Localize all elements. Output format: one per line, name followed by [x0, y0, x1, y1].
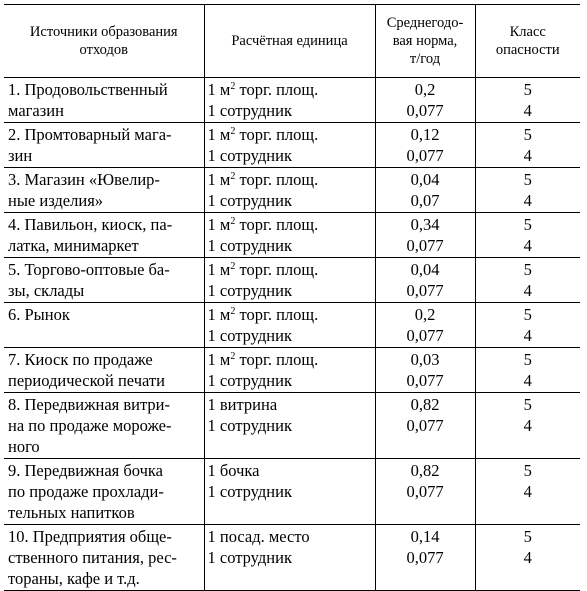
norm-cell — [375, 348, 475, 393]
unit-text: 1 м — [207, 125, 231, 144]
source-cell — [4, 258, 204, 303]
unit-exponent: 2 — [230, 81, 236, 92]
unit-exponent: 2 — [230, 216, 236, 227]
hazard-cell — [475, 459, 580, 525]
source-cell — [4, 213, 204, 258]
unit-line — [208, 481, 375, 502]
hazard-class-value: 4 — [523, 548, 532, 567]
source-line: 3. Магазин «Ювелир- — [8, 170, 160, 189]
source-line: 5. Торгово-оптовые ба- — [8, 260, 170, 279]
unit-exponent: 2 — [230, 126, 236, 137]
source-line: магазин — [8, 101, 64, 120]
norm-value: 0,07 — [410, 191, 440, 210]
norm-value: 0,82 — [410, 395, 440, 414]
norm-value: 0,12 — [410, 125, 440, 144]
waste-norms-table — [4, 4, 580, 591]
unit-text: 1 м — [207, 260, 231, 279]
norm-value: 0,077 — [406, 482, 444, 501]
source-line: 10. Предприятия обще- — [8, 527, 172, 546]
source-line: ного — [8, 437, 40, 456]
table-row — [4, 168, 580, 213]
table-row — [4, 123, 580, 168]
unit-cell — [204, 303, 375, 348]
hazard-class-value: 5 — [523, 170, 532, 189]
hazard-class-value: 4 — [523, 236, 532, 255]
unit-line — [208, 235, 375, 256]
source-cell — [4, 123, 204, 168]
unit-line — [208, 325, 375, 346]
unit-cell — [204, 168, 375, 213]
source-line: периодической печати — [8, 371, 165, 390]
unit-line — [208, 349, 375, 370]
table-row — [4, 348, 580, 393]
unit-exponent: 2 — [230, 306, 236, 317]
norm-value: 0,14 — [410, 527, 440, 546]
unit-line — [208, 460, 375, 481]
unit-text: 1 посад. место — [207, 527, 310, 546]
header-hazard-line: Класс — [509, 23, 546, 40]
hazard-class-value: 5 — [523, 125, 532, 144]
norm-value: 0,077 — [406, 326, 444, 345]
hazard-cell — [475, 348, 580, 393]
source-line: зы, склады — [8, 281, 85, 300]
unit-text-suffix: торг. площ. — [235, 305, 319, 324]
hazard-class-value: 4 — [523, 482, 532, 501]
unit-text: 1 сотрудник — [207, 191, 292, 210]
norm-cell — [375, 78, 475, 123]
header-unit — [204, 5, 375, 78]
norm-value: 0,04 — [410, 170, 440, 189]
source-line: тельных напитков — [8, 503, 135, 522]
norm-value: 0,077 — [406, 416, 444, 435]
hazard-class-value: 4 — [523, 371, 532, 390]
table-row — [4, 213, 580, 258]
unit-cell — [204, 459, 375, 525]
source-cell — [4, 393, 204, 459]
header-source-line: Источники образования — [29, 23, 178, 40]
hazard-class-value: 4 — [523, 191, 532, 210]
unit-text: 1 сотрудник — [207, 416, 292, 435]
hazard-class-value: 5 — [523, 260, 532, 279]
hazard-class-value: 4 — [523, 281, 532, 300]
norm-cell — [375, 393, 475, 459]
source-line: 7. Киоск по продаже — [8, 350, 153, 369]
norm-cell — [375, 213, 475, 258]
source-line: 6. Рынок — [8, 305, 70, 324]
hazard-cell — [475, 78, 580, 123]
hazard-cell — [475, 258, 580, 303]
hazard-class-value: 5 — [523, 527, 532, 546]
hazard-cell — [475, 213, 580, 258]
unit-exponent: 2 — [230, 261, 236, 272]
table-row — [4, 303, 580, 348]
header-hazard — [475, 5, 580, 78]
unit-line — [208, 394, 375, 415]
unit-line — [208, 259, 375, 280]
norm-cell — [375, 459, 475, 525]
source-cell — [4, 525, 204, 591]
norm-value: 0,077 — [406, 371, 444, 390]
unit-line — [208, 124, 375, 145]
hazard-class-value: 5 — [523, 395, 532, 414]
hazard-class-value: 5 — [523, 461, 532, 480]
source-line: по продаже прохлади- — [8, 482, 164, 501]
unit-text: 1 сотрудник — [207, 146, 292, 165]
unit-cell — [204, 348, 375, 393]
header-norm-line: т/год — [409, 51, 441, 68]
table-row — [4, 459, 580, 525]
hazard-class-value: 4 — [523, 101, 532, 120]
header-source-line: отходов — [79, 42, 128, 58]
source-line: 1. Продовольственный — [8, 80, 168, 99]
unit-text-suffix: торг. площ. — [235, 350, 319, 369]
unit-cell — [204, 213, 375, 258]
unit-exponent: 2 — [230, 351, 236, 362]
unit-exponent: 2 — [230, 171, 236, 182]
source-line: 9. Передвижная бочка — [8, 461, 163, 480]
source-line: тораны, кафе и т.д. — [8, 569, 140, 588]
unit-line — [208, 370, 375, 391]
hazard-cell — [475, 168, 580, 213]
unit-cell — [204, 525, 375, 591]
norm-value: 0,077 — [406, 281, 444, 300]
unit-line — [208, 169, 375, 190]
source-cell — [4, 459, 204, 525]
source-cell — [4, 78, 204, 123]
table-body — [4, 78, 580, 591]
header-row — [4, 5, 580, 78]
hazard-class-value: 4 — [523, 146, 532, 165]
header-norm-line: вая норма, — [392, 32, 458, 49]
hazard-class-value: 5 — [523, 350, 532, 369]
table-row — [4, 393, 580, 459]
source-line: латка, минимаркет — [8, 236, 139, 255]
table-row — [4, 525, 580, 591]
norm-cell — [375, 303, 475, 348]
source-cell — [4, 168, 204, 213]
table-row — [4, 78, 580, 123]
hazard-cell — [475, 393, 580, 459]
source-line: ные изделия» — [8, 191, 104, 210]
hazard-class-value: 5 — [523, 305, 532, 324]
unit-text: 1 м — [207, 215, 231, 234]
unit-text: 1 сотрудник — [207, 482, 292, 501]
source-line: ственного питания, рес- — [8, 548, 177, 567]
norm-value: 0,077 — [406, 236, 444, 255]
unit-text: 1 витрина — [207, 395, 278, 414]
hazard-class-value: 5 — [523, 80, 532, 99]
norm-cell — [375, 525, 475, 591]
unit-cell — [204, 258, 375, 303]
source-line: на по продаже мороже- — [8, 416, 172, 435]
unit-text: 1 сотрудник — [207, 281, 292, 300]
unit-text-suffix: торг. площ. — [235, 80, 319, 99]
unit-line — [208, 526, 375, 547]
unit-text-suffix: торг. площ. — [235, 125, 319, 144]
norm-cell — [375, 258, 475, 303]
norm-value: 0,2 — [414, 80, 436, 99]
source-cell — [4, 303, 204, 348]
source-line: 8. Передвижная витри- — [8, 395, 170, 414]
unit-line — [208, 415, 375, 436]
unit-text: 1 сотрудник — [207, 326, 292, 345]
hazard-cell — [475, 303, 580, 348]
unit-text: 1 сотрудник — [207, 548, 292, 567]
hazard-cell — [475, 525, 580, 591]
source-line: 2. Промтоварный мага- — [8, 125, 172, 144]
source-line: 4. Павильон, киоск, па- — [8, 215, 173, 234]
norm-value: 0,82 — [410, 461, 440, 480]
norm-value: 0,03 — [410, 350, 440, 369]
unit-text-suffix: торг. площ. — [235, 170, 319, 189]
header-unit-line: Расчётная единица — [231, 32, 348, 49]
unit-text: 1 сотрудник — [207, 236, 292, 255]
unit-line — [208, 280, 375, 301]
unit-line — [208, 190, 375, 211]
unit-line — [208, 79, 375, 100]
norm-value: 0,2 — [414, 305, 436, 324]
hazard-class-value: 4 — [523, 326, 532, 345]
unit-cell — [204, 78, 375, 123]
table-row — [4, 258, 580, 303]
unit-text: 1 бочка — [207, 461, 260, 480]
unit-text: 1 сотрудник — [207, 101, 292, 120]
unit-text-suffix: торг. площ. — [235, 215, 319, 234]
unit-line — [208, 145, 375, 166]
norm-cell — [375, 123, 475, 168]
norm-value: 0,077 — [406, 548, 444, 567]
unit-text: 1 м — [207, 350, 231, 369]
source-cell — [4, 348, 204, 393]
unit-text: 1 сотрудник — [207, 371, 292, 390]
unit-cell — [204, 123, 375, 168]
norm-cell — [375, 168, 475, 213]
unit-text-suffix: торг. площ. — [235, 260, 319, 279]
table-header — [4, 5, 580, 78]
unit-cell — [204, 393, 375, 459]
norm-value: 0,34 — [410, 215, 440, 234]
header-norm-line: Среднегодо- — [386, 14, 464, 31]
unit-text: 1 м — [207, 305, 231, 324]
unit-line — [208, 214, 375, 235]
header-norm — [375, 5, 475, 78]
header-source — [4, 5, 204, 78]
hazard-class-value: 4 — [523, 416, 532, 435]
header-hazard-line: опасности — [495, 42, 560, 58]
norm-value: 0,077 — [406, 101, 444, 120]
unit-line — [208, 304, 375, 325]
norm-value: 0,04 — [410, 260, 440, 279]
hazard-cell — [475, 123, 580, 168]
norm-value: 0,077 — [406, 146, 444, 165]
unit-line — [208, 547, 375, 568]
unit-text: 1 м — [207, 80, 231, 99]
unit-text: 1 м — [207, 170, 231, 189]
source-line: зин — [8, 146, 33, 165]
hazard-class-value: 5 — [523, 215, 532, 234]
unit-line — [208, 100, 375, 121]
